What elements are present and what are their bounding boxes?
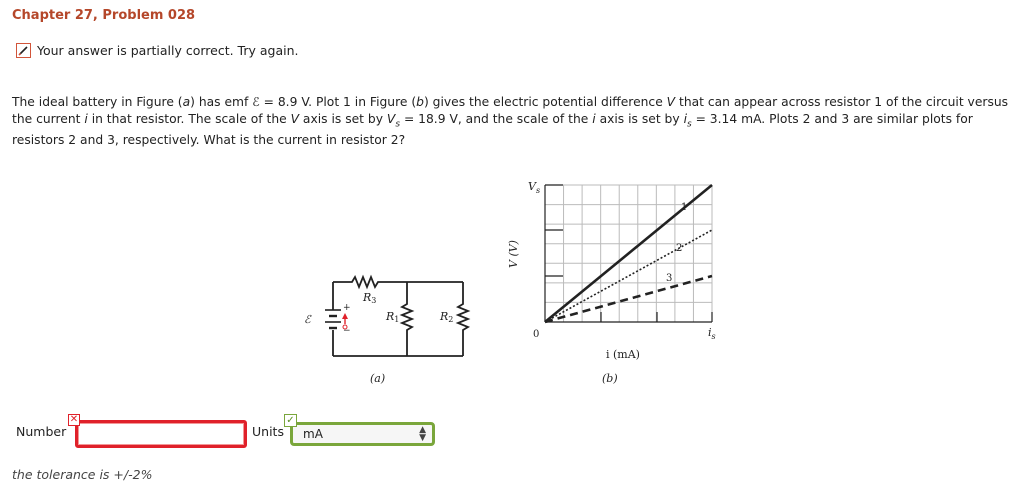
- plot-3-label: 3: [666, 273, 673, 284]
- figure-b-caption: (b): [602, 372, 618, 385]
- circuit-labels: [304, 291, 453, 336]
- units-selected-value: mA: [303, 427, 323, 441]
- x-axis-label: i (mA): [606, 348, 640, 361]
- number-input[interactable]: [78, 423, 244, 445]
- tolerance-note: the tolerance is +/-2%: [12, 467, 153, 482]
- close-icon: ✕: [69, 414, 79, 425]
- r3-label: R3: [363, 291, 377, 305]
- number-label: Number: [16, 424, 67, 439]
- r1-label: R1: [386, 310, 400, 324]
- units-label: Units: [252, 424, 284, 439]
- check-icon: ✓: [284, 414, 297, 427]
- status-text: Your answer is partially correct. Try again.: [37, 43, 299, 58]
- number-field-wrapper: [75, 420, 247, 448]
- page-title: Chapter 27, Problem 028: [12, 8, 196, 23]
- r2-label: R2: [440, 310, 454, 324]
- y-scale-label: $V_s$: [528, 180, 541, 195]
- plus-label: +: [343, 303, 351, 313]
- units-select[interactable]: [290, 422, 435, 446]
- figure-a-caption: (a): [370, 372, 386, 385]
- question-text: The ideal battery in Figure (a) has emf ℰ = 8.9 V. Plot 1 in Figure (b) gives the electric potential difference V that can appear across resistor 1 of the circuit versus the current i in that resistor. The scale of the V axis is set by $V_s = 18.9$ V, and the scale of the i axis is set by $i_s = 3.14$ mA. Plots 2 and 3 are similar plots for resistors 2 and 3, respectively. What is the current in resistor 2?: [12, 95, 1009, 148]
- minus-label: −: [343, 326, 351, 336]
- origin-label: 0: [533, 329, 540, 340]
- emf-label: ℰ: [304, 313, 311, 326]
- plot-1-label: 1: [681, 202, 688, 213]
- x-scale-label: $i_s$: [708, 326, 716, 341]
- y-axis-label: V (V): [507, 240, 520, 268]
- answer-row: [14, 414, 614, 452]
- graph-figure-b: [507, 180, 716, 361]
- select-arrows-icon: ▲ ▼: [419, 425, 426, 443]
- plot-2-label: 2: [676, 243, 683, 254]
